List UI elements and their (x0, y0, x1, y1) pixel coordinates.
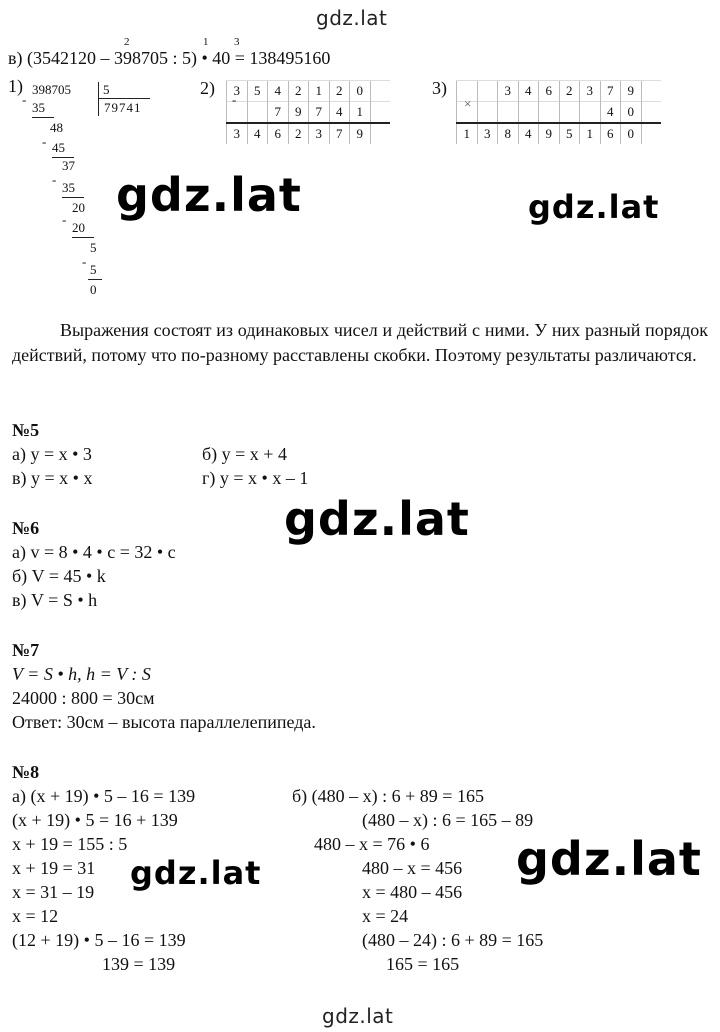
grid-cell (580, 102, 601, 124)
task-8-right-line: 165 = 165 (386, 954, 460, 974)
grid-cell: 4 (268, 81, 289, 102)
grid-cell (477, 81, 498, 102)
task-8-left-line: x = 12 (12, 906, 59, 926)
division-underline (88, 279, 102, 280)
grid-cell: 2 (288, 123, 309, 144)
minus-sign: - (82, 254, 87, 269)
divisor: 5 (103, 82, 110, 97)
division-step: 45 (52, 140, 65, 155)
task-5-v: в) y = x • x (12, 468, 93, 488)
grid-cell: 6 (268, 123, 289, 144)
division-step: 5 (90, 240, 97, 255)
watermark-bottom: gdz.lat (322, 1004, 394, 1028)
quotient: 79741 (104, 100, 142, 115)
step-label-1: 1) (8, 76, 23, 96)
dividend: 398705 (32, 82, 71, 97)
step-label-3: 3) (432, 78, 447, 98)
grid-cell (370, 102, 390, 124)
division-step: 5 (90, 262, 97, 277)
watermark-large: gdz.lat (516, 832, 702, 886)
task-5-g: г) y = x • x – 1 (202, 468, 309, 488)
grid-cell: 1 (457, 123, 478, 144)
division-step: 37 (62, 158, 75, 173)
division-underline (72, 237, 94, 238)
grid-cell: 4 (329, 102, 350, 124)
order-mark-1: 1 (203, 36, 209, 48)
grid-cell: 6 (600, 123, 621, 144)
grid-cell (477, 102, 498, 124)
task-8-right-line: 480 – x = 76 • 6 (314, 834, 430, 854)
order-mark-2: 2 (124, 36, 130, 48)
grid-cell: 3 (227, 123, 248, 144)
task-7-formula: V = S • h, h = V : S (12, 664, 151, 684)
grid-cell: 4 (518, 81, 539, 102)
grid-cell (641, 102, 661, 124)
grid-cell: 9 (539, 123, 560, 144)
division-step: 35 (62, 180, 75, 195)
minus-sign: - (42, 134, 47, 149)
task-6-v: в) V = S • h (12, 590, 98, 610)
order-mark-3: 3 (234, 36, 240, 48)
grid-cell: 0 (350, 81, 371, 102)
division-step: 0 (90, 282, 97, 297)
grid-cell: 5 (247, 81, 268, 102)
grid-cell (370, 123, 390, 144)
task-8-left-line: x = 31 – 19 (12, 882, 95, 902)
task-8-right-line: б) (480 – x) : 6 + 89 = 165 (292, 786, 484, 806)
task-8-right-line: (480 – 24) : 6 + 89 = 165 (362, 930, 544, 950)
task-8-right-line: x = 24 (362, 906, 409, 926)
task-5-a: а) y = x • 3 (12, 444, 92, 464)
task-5-b: б) y = x + 4 (202, 444, 287, 464)
grid-cell: 3 (580, 81, 601, 102)
task-8-left-line: (x + 19) • 5 = 16 + 139 (12, 810, 178, 830)
grid-cell: 9 (288, 102, 309, 124)
grid-cell: 9 (350, 123, 371, 144)
task-7-title: №7 (12, 640, 40, 660)
grid-cell (641, 81, 661, 102)
task-6-a: а) v = 8 • 4 • c = 32 • c (12, 542, 176, 562)
grid-cell: 4 (247, 123, 268, 144)
division-bar-vertical (98, 82, 99, 116)
grid-cell: 3 (498, 81, 519, 102)
watermark-large: gdz.lat (130, 854, 262, 892)
header-expression: в) (3542120 – 398705 : 5) • 40 = 138495160 (8, 48, 331, 68)
grid-cell: 7 (600, 81, 621, 102)
task-8-right-line: x = 480 – 456 (362, 882, 463, 902)
grid-cell: 7 (268, 102, 289, 124)
task-8-right-line: (480 – x) : 6 = 165 – 89 (362, 810, 534, 830)
task-8-title: №8 (12, 762, 40, 782)
task-8-left-line: x + 19 = 31 (12, 858, 96, 878)
explanation-text: Выражения состоят из одинаковых чисел и действий с ними. У них разный порядок действий, потому что по-разному расставлены скобки. Поэтому результаты различаются. (12, 320, 708, 365)
grid-cell (518, 102, 539, 124)
grid-cell: 0 (621, 123, 642, 144)
task-8-right-line: 480 – x = 456 (362, 858, 463, 878)
step-label-2: 2) (200, 78, 215, 98)
grid-cell (227, 102, 248, 124)
grid-cell: 2 (329, 81, 350, 102)
task-8-left-line: (12 + 19) • 5 – 16 = 139 (12, 930, 186, 950)
grid-cell (370, 81, 390, 102)
grid-cell: 3 (477, 123, 498, 144)
grid-cell: 9 (621, 81, 642, 102)
task-7-answer: Ответ: 30см – высота параллелепипеда. (12, 712, 316, 732)
grid-cell: 5 (559, 123, 580, 144)
minus-sign: - (52, 172, 57, 187)
grid-cell: 3 (309, 123, 330, 144)
task-8-left-line: x + 19 = 155 : 5 (12, 834, 128, 854)
task-7-calc: 24000 : 800 = 30см (12, 688, 155, 708)
grid-cell: 7 (309, 102, 330, 124)
grid-cell: 6 (539, 81, 560, 102)
grid-cell: 0 (621, 102, 642, 124)
grid-cell (498, 102, 519, 124)
minus-sign: - (22, 92, 27, 107)
minus-sign: - (62, 212, 67, 227)
grid-cell (247, 102, 268, 124)
division-underline (62, 197, 84, 198)
task-6-b: б) V = 45 • k (12, 566, 106, 586)
division-step: 20 (72, 220, 85, 235)
grid-cell: 4 (518, 123, 539, 144)
division-step: 48 (50, 120, 63, 135)
task-5-title: №5 (12, 420, 40, 440)
watermark-large: gdz.lat (284, 492, 470, 546)
watermark-top: gdz.lat (316, 6, 388, 30)
explanation-paragraph (12, 318, 708, 368)
grid-cell (641, 123, 661, 144)
grid-cell (559, 102, 580, 124)
grid-cell: 1 (350, 102, 371, 124)
grid-cell (539, 102, 560, 124)
grid-cell: 7 (329, 123, 350, 144)
task-8-left-line: 139 = 139 (102, 954, 176, 974)
watermark-large: gdz.lat (116, 168, 302, 222)
multiplication-sign: × (464, 96, 472, 111)
division-step: 35 (32, 100, 45, 115)
grid-cell: 3 (227, 81, 248, 102)
multiplication-column (456, 80, 661, 144)
subtraction-sign: - (232, 92, 237, 107)
subtraction-column (226, 80, 390, 144)
grid-cell: 8 (498, 123, 519, 144)
task-8-left-line: а) (x + 19) • 5 – 16 = 139 (12, 786, 196, 806)
division-step: 20 (72, 200, 85, 215)
task-6-title: №6 (12, 518, 40, 538)
grid-cell: 4 (600, 102, 621, 124)
grid-cell: 1 (309, 81, 330, 102)
grid-cell: 2 (288, 81, 309, 102)
division-bar-horizontal (98, 98, 150, 99)
division-underline (32, 117, 54, 118)
watermark-large: gdz.lat (528, 188, 660, 226)
grid-cell: 2 (559, 81, 580, 102)
grid-cell: 1 (580, 123, 601, 144)
